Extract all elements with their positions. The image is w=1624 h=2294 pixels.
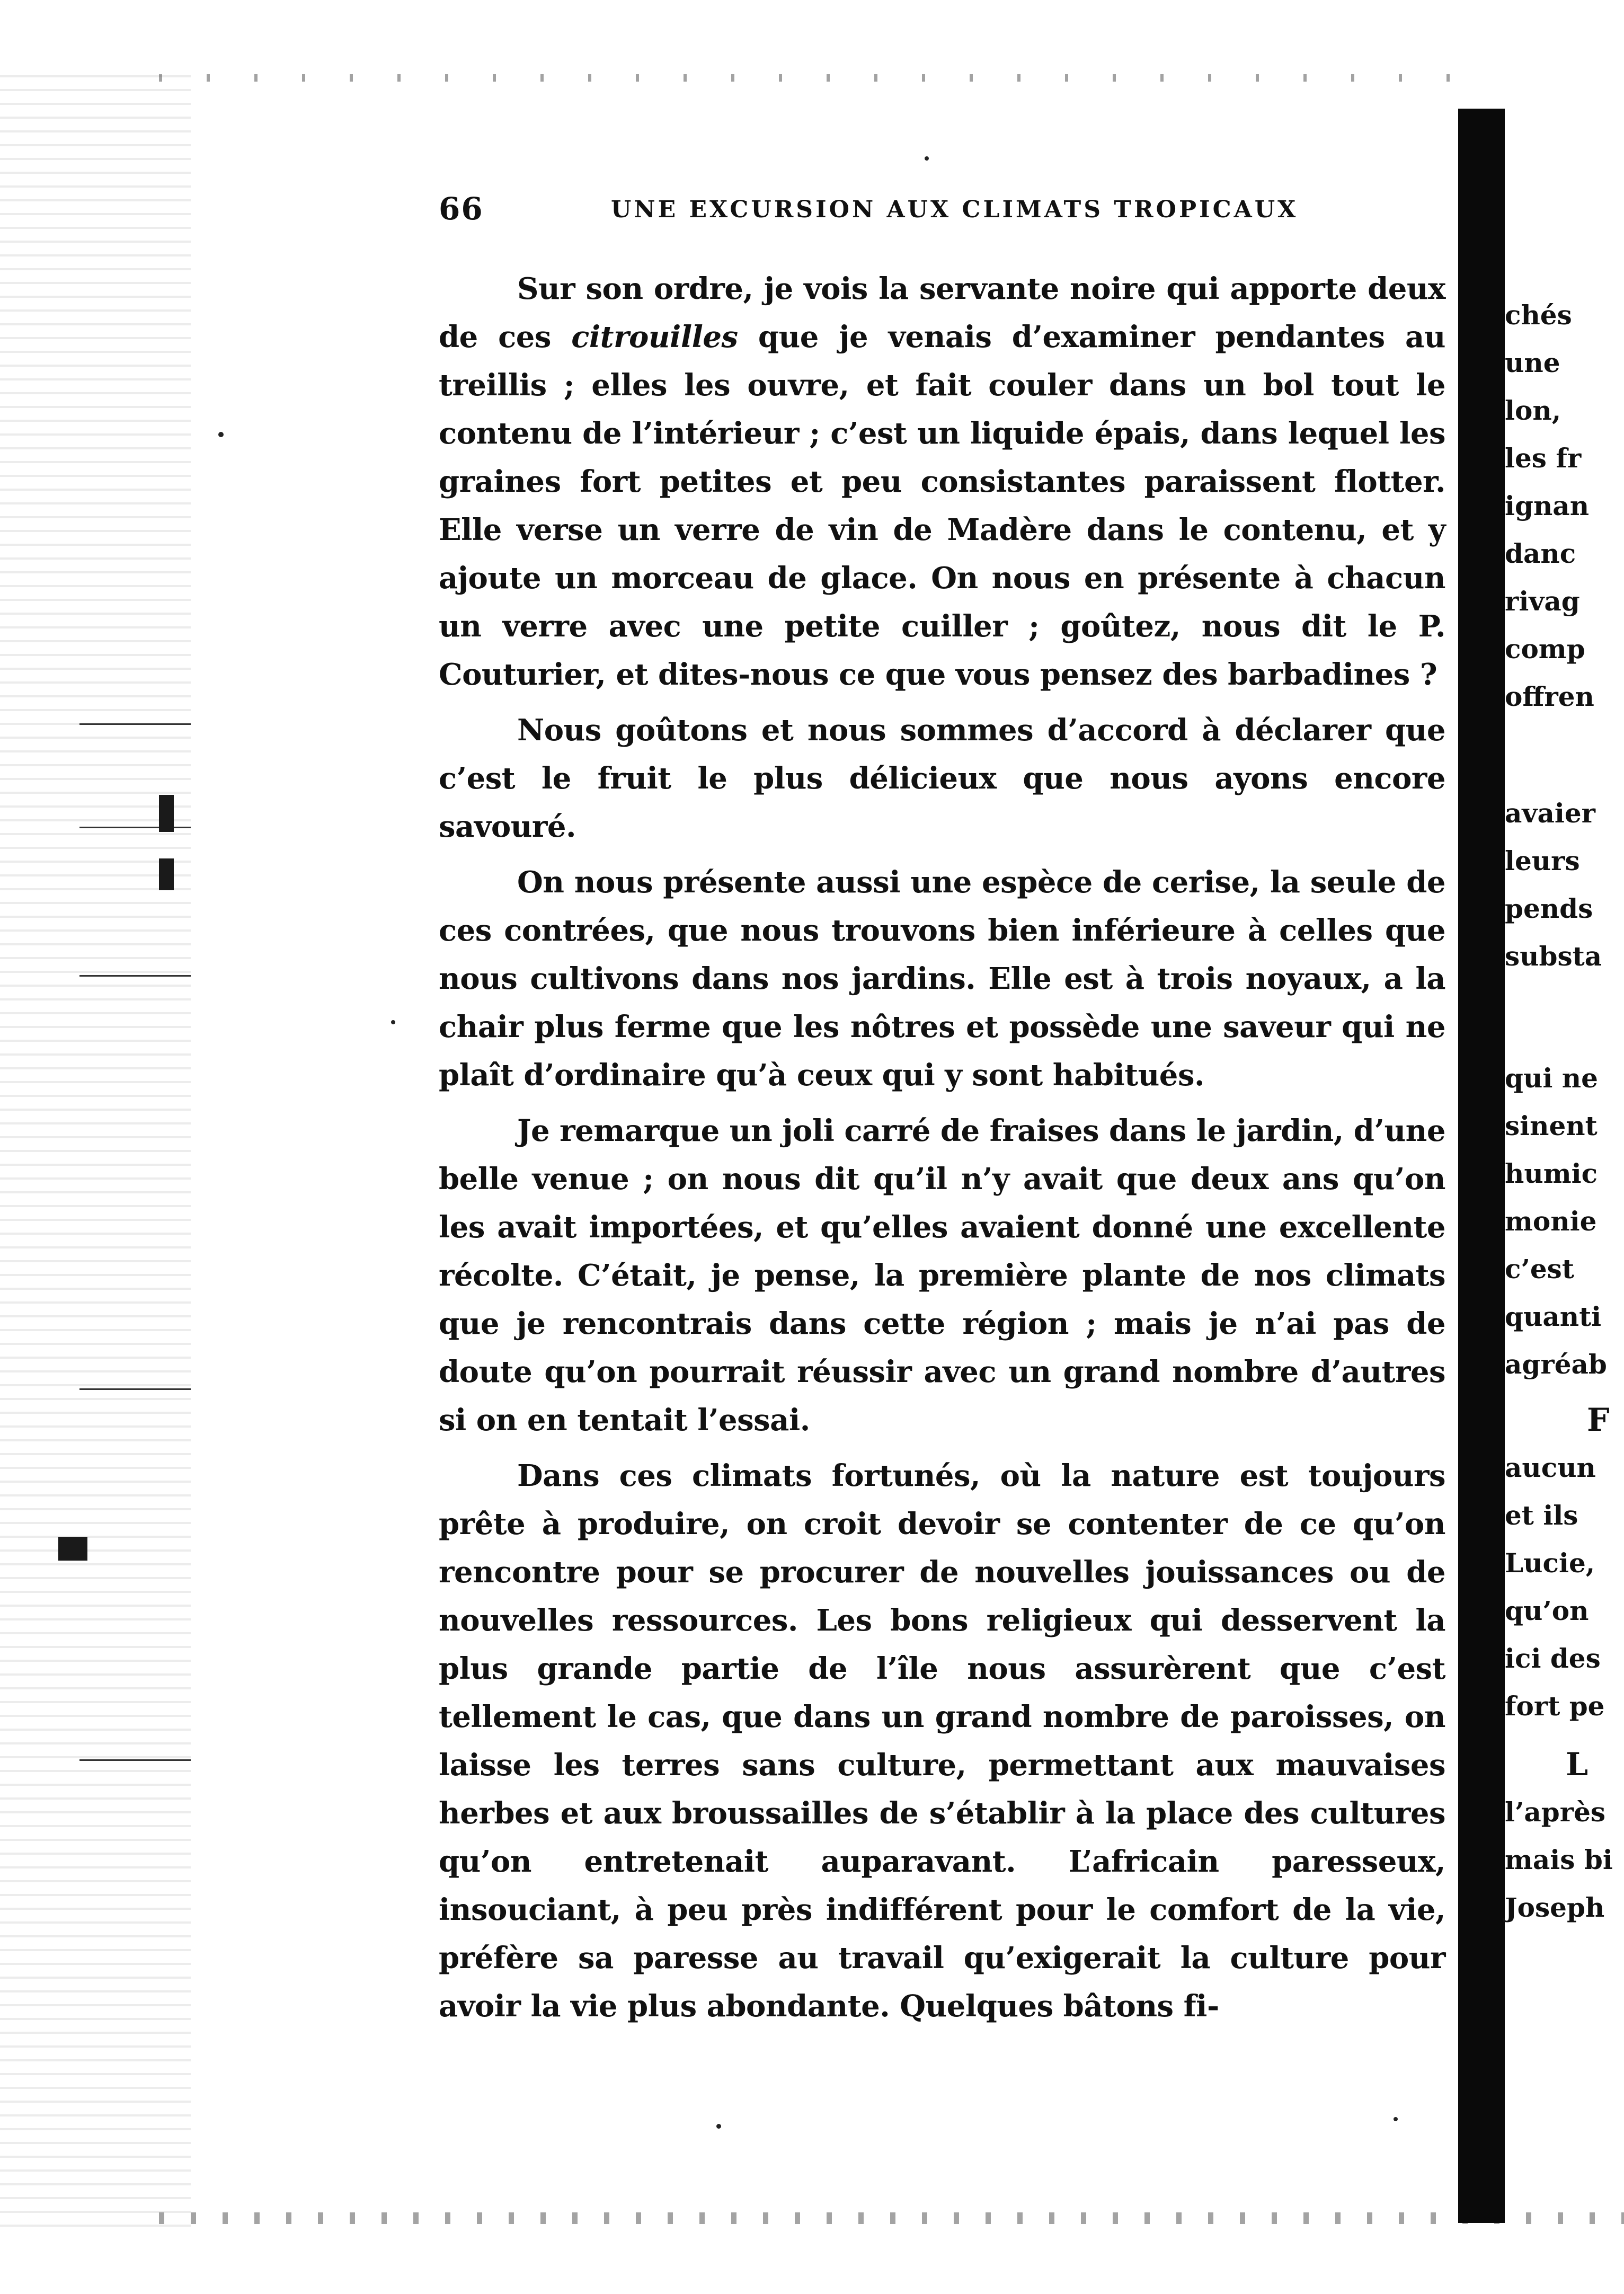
paragraph-text: Sur son ordre, je vois la servante noire qui apporte deux de ces bbox=[439, 271, 1445, 355]
running-header bbox=[439, 191, 1445, 233]
dust-speck bbox=[716, 2124, 721, 2129]
margin-blot bbox=[159, 858, 174, 890]
paragraph bbox=[439, 265, 1445, 699]
fragment-line: qui ne bbox=[1505, 1062, 1598, 1094]
fragment-line: ignan bbox=[1505, 490, 1590, 521]
top-scan-edge bbox=[159, 74, 1457, 82]
fragment-line: F bbox=[1587, 1402, 1610, 1439]
fragment-line: Lucie, bbox=[1505, 1547, 1595, 1579]
margin-blot bbox=[159, 795, 174, 832]
fragment-line: lon, bbox=[1505, 395, 1561, 426]
margin-rule bbox=[79, 723, 191, 725]
paragraph-text: que je venais d’examiner pendantes au treillis ; elles les ouvre, et fait couler dans un bol tout le contenu de l’intérieur ; c’est un liquide épais, dans lequel les graines fort petites et peu consistantes paraissent flotter. Elle verse un verre de vin de Madère dans le contenu, et y ajoute un morceau de glace. On nous en présente à chacun un verre avec une petite cuiller ; goûtez, nous dit le P. Couturier, et dites-nous ce que vous pensez des barbadines ? bbox=[439, 320, 1446, 692]
facing-page-fragment bbox=[1505, 0, 1624, 2294]
fragment-line: c’est bbox=[1505, 1253, 1574, 1285]
fragment-line: fort pe bbox=[1505, 1690, 1605, 1722]
fragment-line: L bbox=[1566, 1746, 1588, 1783]
dust-speck bbox=[925, 156, 929, 161]
fragment-line: substa bbox=[1505, 941, 1602, 972]
fragment-line: sinent bbox=[1505, 1110, 1598, 1141]
binding-gutter bbox=[1458, 109, 1505, 2223]
fragment-line: leurs bbox=[1505, 845, 1580, 876]
left-margin-scan-noise bbox=[0, 64, 191, 2236]
fragment-line: rivag bbox=[1505, 586, 1580, 617]
dust-speck bbox=[391, 1020, 395, 1024]
fragment-line: mais bi bbox=[1505, 1844, 1613, 1875]
fragment-line: monie bbox=[1505, 1206, 1597, 1237]
fragment-line: les fr bbox=[1505, 442, 1582, 474]
paragraph: On nous présente aussi une espèce de cerise, la seule de ces contrées, que nous trouvons bien inférieure à celles que nous cultivons dans nos jardins. Elle est à trois noyaux, a la chair plus ferme que les nôtres et possède une saveur qui ne plaît d’ordinaire qu’à ceux qui y sont habitués. bbox=[439, 865, 1445, 1093]
margin-rule bbox=[79, 827, 191, 828]
fragment-line: une bbox=[1505, 347, 1560, 378]
fragment-line: chés bbox=[1505, 299, 1572, 331]
fragment-line: l’après bbox=[1505, 1796, 1606, 1828]
paragraph: Je remarque un joli carré de fraises dans le jardin, d’une belle venue ; on nous dit qu’il n’y avait que deux ans qu’on les avait importées, et qu’elles avaient donné une excellente récolte. C’était, je pense, la première plante de nos climats que je rencontrais dans cette région ; mais je n’ai pas de doute qu’on pourrait réussir avec un grand nombre d’autres si on en tentait l’essai. bbox=[439, 1113, 1445, 1438]
fragment-line: agréab bbox=[1505, 1349, 1607, 1380]
margin-blot bbox=[58, 1537, 87, 1561]
fragment-line: Joseph bbox=[1505, 1892, 1605, 1923]
fragment-line: avaier bbox=[1505, 798, 1595, 829]
running-title: UNE EXCURSION AUX CLIMATS TROPICAUX bbox=[611, 196, 1299, 223]
dust-speck bbox=[218, 432, 224, 437]
dust-speck bbox=[1394, 2117, 1398, 2121]
emphasized-word: citrouilles bbox=[571, 320, 738, 355]
fragment-line: danc bbox=[1505, 538, 1576, 569]
paragraph: Dans ces climats fortunés, où la nature est toujours prête à produire, on croit devoir se contenter de ce qu’on rencontre pour se procurer de nouvelles jouissances ou de nouvelles ressources. Les bons religieux qui desservent la plus grande partie de l’île nous assurèrent que c’est tellement le cas, que dans un grand nombre de paroisses, on laisse les terres sans culture, permettant aux mauvaises herbes et aux broussailles de s’établir à la place des cultures qu’on entretenait auparavant. L’africain paresseux, insouciant, à peu près indifférent pour le comfort de la vie, préfère sa paresse au travail qu’exigerait la culture pour avoir la vie plus abondante. Quelques bâtons fi- bbox=[439, 1458, 1445, 2024]
fragment-line: humic bbox=[1505, 1158, 1598, 1189]
fragment-line: pends bbox=[1505, 893, 1593, 924]
page-number: 66 bbox=[439, 191, 484, 227]
fragment-line: ici des bbox=[1505, 1643, 1601, 1674]
fragment-line: quanti bbox=[1505, 1301, 1602, 1332]
fragment-line: comp bbox=[1505, 633, 1585, 665]
margin-rule bbox=[79, 1759, 191, 1761]
bottom-scan-edge bbox=[159, 2212, 1624, 2224]
margin-rule bbox=[79, 1388, 191, 1390]
paragraph: Nous goûtons et nous sommes d’accord à déclarer que c’est le fruit le plus délicieux que nous ayons encore savouré. bbox=[439, 713, 1445, 844]
fragment-line: qu’on bbox=[1505, 1595, 1589, 1626]
fragment-line: et ils bbox=[1505, 1500, 1578, 1531]
fragment-line: aucun bbox=[1505, 1452, 1596, 1483]
margin-rule bbox=[79, 975, 191, 977]
body-text bbox=[439, 265, 1445, 2038]
fragment-line: offren bbox=[1505, 681, 1594, 712]
